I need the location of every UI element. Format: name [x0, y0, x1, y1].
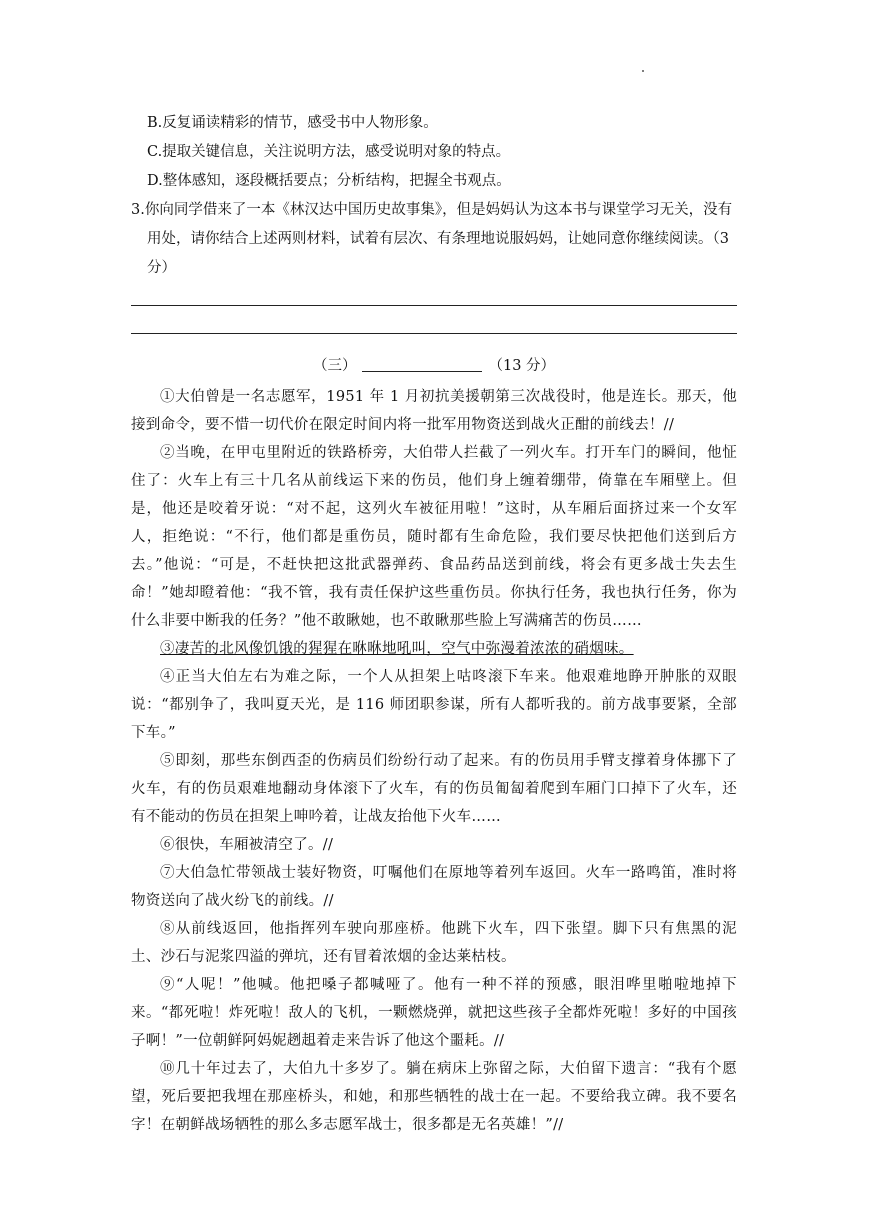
- option-c: C.提取关键信息，关注说明方法，感受说明对象的特点。: [147, 144, 511, 160]
- section-number: （三）: [312, 358, 357, 374]
- section-score: （13 分）: [488, 358, 556, 374]
- title-blank[interactable]: [362, 357, 482, 372]
- paragraph-1: ①大伯曾是一名志愿军，1951 年 1 月初抗美援朝第三次战役时，他是连长。那天，他接到命令，要不惜一切代价在限定时间内将一批军用物资送到战火正酣的前线去！//: [131, 389, 737, 433]
- answer-line-1[interactable]: [131, 305, 737, 306]
- paragraph-6: ⑥很快，车厢被清空了。//: [160, 837, 334, 853]
- answer-line-2[interactable]: [131, 333, 737, 334]
- paragraph-3: ③凄苦的北风像饥饿的猩猩在咻咻地吼叫，空气中弥漫着浓浓的硝烟味。: [160, 641, 634, 657]
- question-3: [131, 196, 741, 283]
- paragraph-7: ⑦大伯急忙带领战士装好物资，叮嘱他们在原地等着列车返回。火车一路鸣笛，准时将物资送向了战火纷飞的前线。//: [131, 865, 737, 909]
- option-b: B.反复诵读精彩的情节，感受书中人物形象。: [147, 115, 438, 131]
- paragraph-5: ⑤即刻，那些东倒西歪的伤病员们纷纷行动了起来。有的伤员用手臂支撑着身体挪下了火车，有的伤员艰难地翻动身体滚下了火车，有的伤员匍匐着爬到车厢门口掉下了火车，还有不能动的伤员在担架上呻吟着，让战友抬他下火车……: [131, 753, 737, 825]
- paragraph-9: ⑨“人呢！”他喊。他把嗓子都喊哑了。他有一种不祥的预感，眼泪哗里啪啦地掉下来。“都死啦！炸死啦！敌人的飞机，一颗燃烧弹，就把这些孩子全都炸死啦！多好的中国孩子啊！”一位朝鲜阿妈妮趔趄着走来告诉了他这个噩耗。//: [131, 977, 737, 1049]
- paragraph-10: ⑩几十年过去了，大伯九十多岁了。躺在病床上弥留之际，大伯留下遗言：“我有个愿望，死后要把我埋在那座桥头，和她，和那些牺牲的战士在一起。不要给我立碑。我不要名字！在朝鲜战场牺牲的那么多志愿军战士，很多都是无名英雄！”//: [131, 1061, 737, 1133]
- paragraph-8: ⑧从前线返回，他指挥列车驶向那座桥。他跳下火车，四下张望。脚下只有焦黑的泥土、沙石与泥浆四溢的弹坑，还有冒着浓烟的金达莱枯枝。: [131, 921, 737, 965]
- question-3-text: 3.你向同学借来了一本《林汉达中国历史故事集》，但是妈妈认为这本书与课堂学习无关，没有用处，请你结合上述两则材料，试着有层次、有条理地说服妈妈，让她同意你继续阅读。（3分）: [131, 202, 733, 276]
- article-body: [131, 383, 737, 1139]
- section-title: [131, 356, 737, 376]
- paragraph-4: ④正当大伯左右为难之际，一个人从担架上咕咚滚下车来。他艰难地睁开肿胀的双眼说：“都别争了，我叫夏天光，是 116 师团职参谋，所有人都听我的。前方战事要紧，全部下车。”: [131, 669, 737, 741]
- page-dot-mark: [642, 70, 644, 72]
- option-d: D.整体感知，逐段概括要点；分析结构，把握全书观点。: [147, 173, 511, 189]
- paragraph-2: ②当晚，在甲屯里附近的铁路桥旁，大伯带人拦截了一列火车。打开车门的瞬间，他怔住了：火车上有三十几名从前线运下来的伤员，他们身上缠着绷带，倚靠在车厢壁上。但是，他还是咬着牙说：“对不起，这列火车被征用啦！”这时，从车厢后面挤过来一个女军人，拒绝说：“不行，他们都是重伤员，随时都有生命危险，我们要尽快把他们送到后方去。”他说：“可是，不赶快把这批武器弹药、食品药品送到前线，将会有更多战士失去生命！”她却瞪着他：“我不管，我有责任保护这些重伤员。你执行任务，我也执行任务，你为什么非要中断我的任务？”他不敢瞅她，也不敢瞅那些脸上写满痛苦的伤员……: [131, 445, 737, 629]
